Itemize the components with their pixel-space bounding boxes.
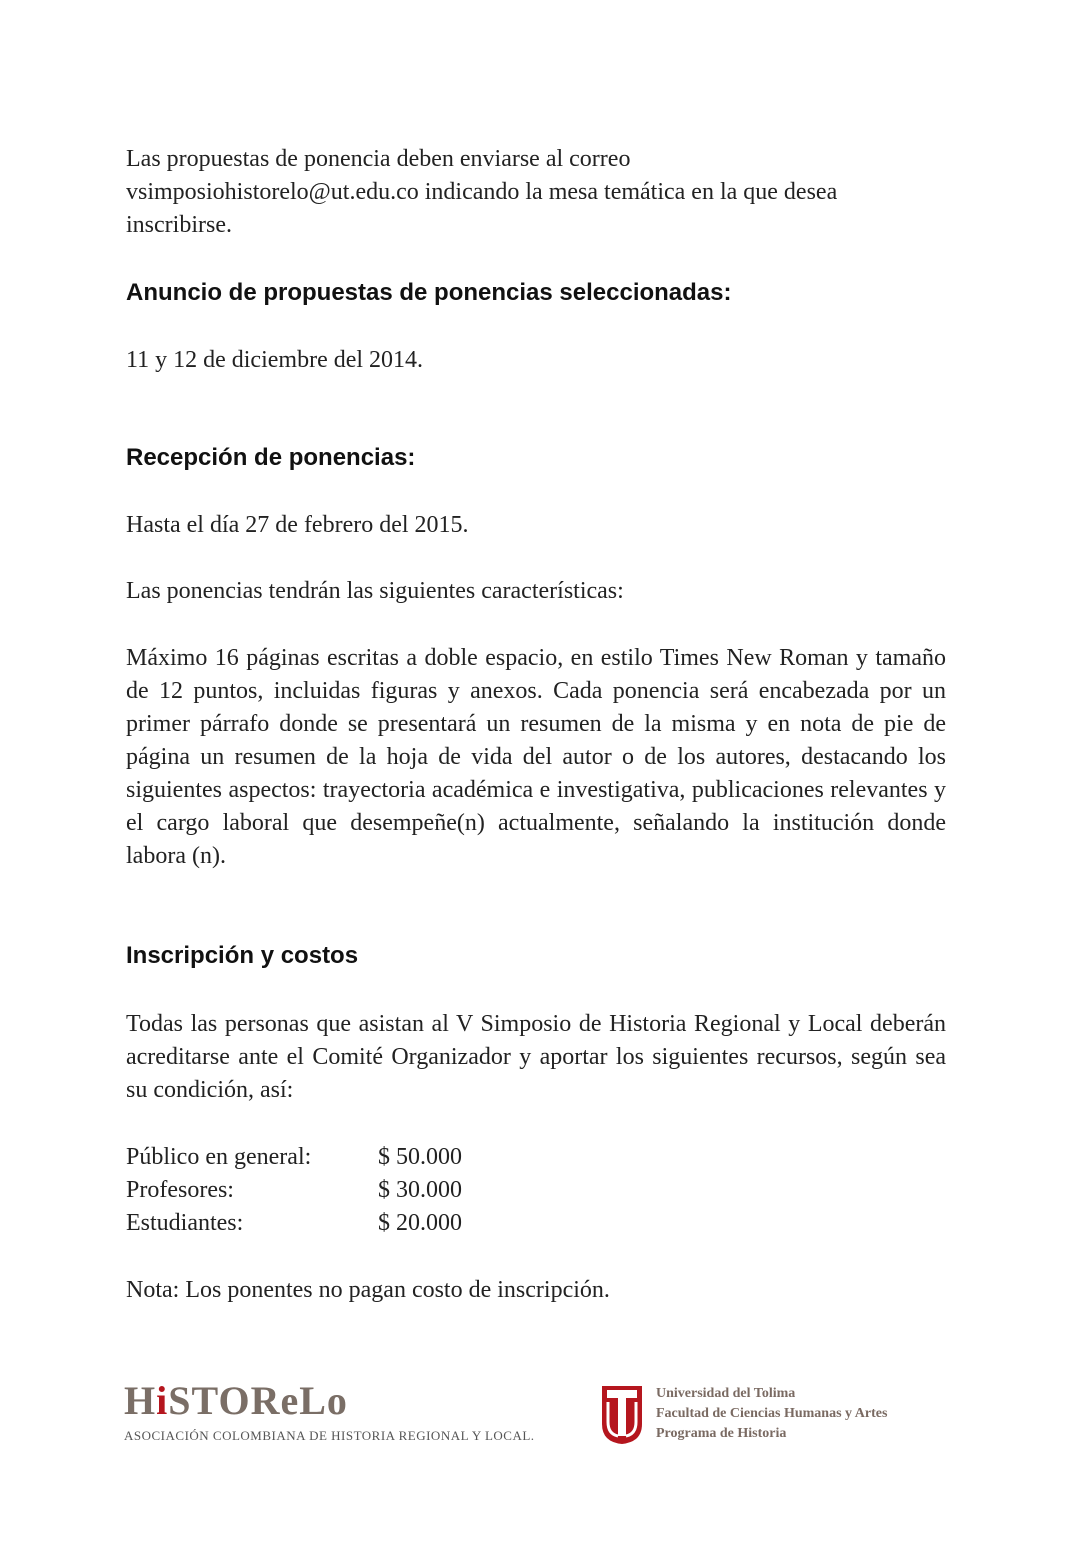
- logo-letter-h: H: [124, 1378, 157, 1423]
- logo-letters-rest: STOReLo: [168, 1378, 348, 1423]
- university-line: Programa de Historia: [656, 1426, 787, 1441]
- historelo-wordmark: [124, 1378, 535, 1424]
- cost-value: $ 20.000: [378, 1210, 462, 1236]
- cost-row: [126, 1174, 498, 1207]
- registration-heading: Inscripción y costos: [126, 942, 359, 969]
- cost-value: $ 30.000: [378, 1177, 462, 1203]
- historelo-logo: [124, 1378, 535, 1444]
- cost-row: [126, 1141, 498, 1174]
- university-line: Universidad del Tolima: [656, 1386, 796, 1401]
- university-text: [656, 1384, 887, 1444]
- cost-label: Público en general:: [126, 1144, 312, 1170]
- announcement-heading: Anuncio de propuestas de ponencias seleccionadas:: [126, 279, 732, 306]
- features-paragraph: Máximo 16 páginas escritas a doble espacio, en estilo Times New Roman y tamaño de 12 puntos, incluidas figuras y anexos. Cada ponencia será encabezada por un primer párrafo donde se presentará un resumen de la misma y en nota de pie de página un resumen de la hoja de vida del autor o de los autores, destacando los siguientes aspectos: trayectoria académica e investigativa, publicaciones relevantes y el cargo laboral que desempeñe(n) actualmente, señalando la institución donde labora (n).: [126, 645, 946, 869]
- announcement-date: 11 y 12 de diciembre del 2014.: [126, 347, 424, 373]
- cost-table: [126, 1141, 498, 1240]
- university-block: [600, 1384, 887, 1446]
- university-line: Facultad de Ciencias Humanas y Artes: [656, 1406, 888, 1421]
- cost-label: Profesores:: [126, 1177, 234, 1203]
- reception-heading: Recepción de ponencias:: [126, 444, 416, 471]
- features-intro: Las ponencias tendrán las siguientes características:: [126, 578, 624, 604]
- reception-date: Hasta el día 27 de febrero del 2015.: [126, 512, 469, 538]
- cost-value: $ 50.000: [378, 1144, 462, 1170]
- intro-paragraph: Las propuestas de ponencia deben enviarse al correo vsimposiohistorelo@ut.edu.co indicando la mesa temática en la que desea inscribirse.: [126, 146, 838, 238]
- registration-paragraph: Todas las personas que asistan al V Simposio de Historia Regional y Local deberán acreditarse ante el Comité Organizador y aportar los siguientes recursos, según sea su condición, así:: [126, 1011, 946, 1103]
- university-shield-icon: [600, 1384, 644, 1446]
- registration-note: Nota: Los ponentes no pagan costo de inscripción.: [126, 1277, 610, 1303]
- cost-row: [126, 1207, 498, 1240]
- logo-letter-i: i: [156, 1378, 169, 1423]
- cost-label: Estudiantes:: [126, 1210, 244, 1236]
- association-name: ASOCIACIÓN COLOMBIANA DE HISTORIA REGIONAL Y LOCAL.: [124, 1428, 535, 1443]
